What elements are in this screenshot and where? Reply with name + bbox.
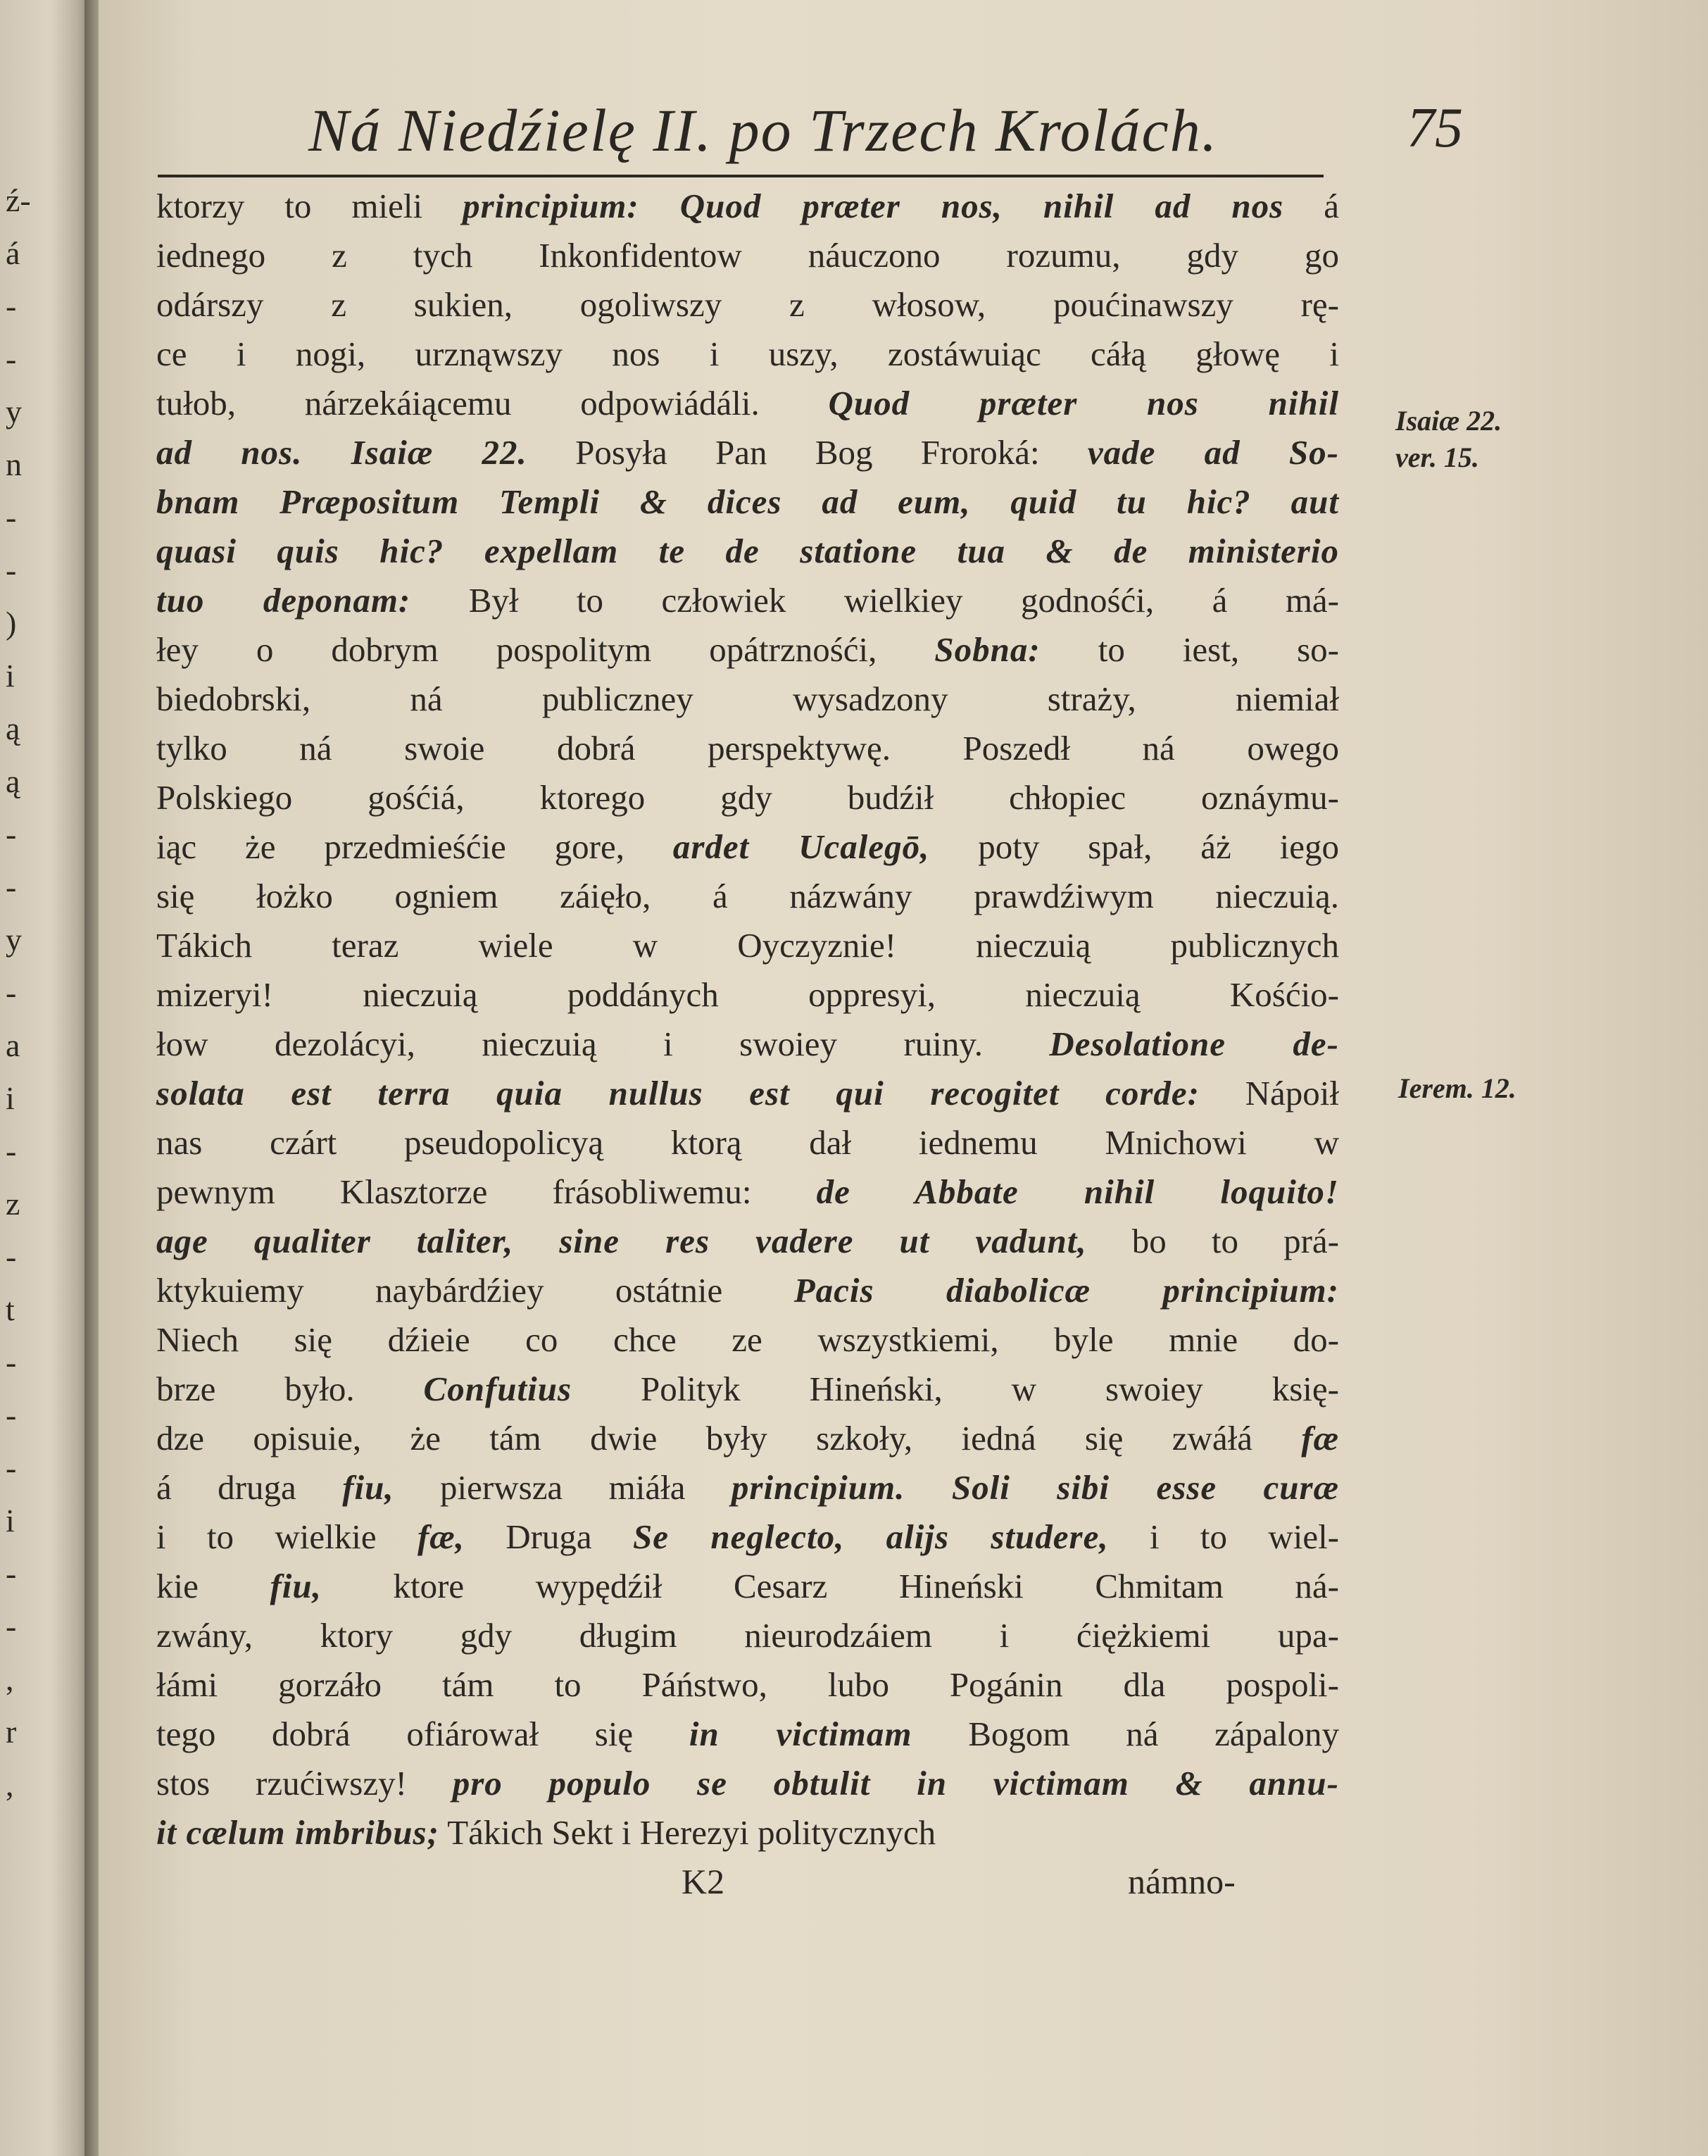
latin-phrase: it cælum imbribus; [156, 1813, 439, 1852]
text-segment: to iest, so- [1040, 630, 1339, 669]
text-segment: ce i nogi, urznąwszy nos i uszy, zostáwuiąc cáłą głowę i [156, 334, 1339, 373]
latin-phrase: fiu, [342, 1468, 394, 1507]
text-segment: Polskiego gośćiá, ktorego gdy budźił chłopiec oznáymu- [156, 778, 1339, 817]
left-page-glyph: i [6, 658, 15, 694]
text-line [156, 970, 1339, 1020]
text-segment: Tákich teraz wiele w Oyczyznie! nieczuią publicznych [156, 926, 1339, 965]
left-page-glyph: i [6, 1503, 15, 1538]
text-line [156, 1759, 1339, 1808]
left-page-glyph: r [6, 1714, 17, 1750]
left-page-glyph: ź- [6, 182, 31, 218]
text-line [156, 625, 1339, 675]
left-page-glyph: ą [6, 763, 20, 799]
text-segment: poty spał, áż iego [929, 827, 1339, 866]
left-page-glyph: - [6, 1397, 17, 1433]
text-segment: stos rzućiwszy! [156, 1764, 453, 1803]
left-page-glyph: - [6, 974, 17, 1010]
latin-phrase: Desolatione de- [1049, 1024, 1339, 1063]
left-page-glyph: - [6, 1344, 17, 1380]
left-page-glyph: - [6, 816, 17, 852]
latin-phrase: Sobna: [934, 630, 1041, 669]
margin-note-isaiah [1395, 403, 1502, 476]
latin-phrase: in victimam [689, 1715, 912, 1753]
text-segment: i to wiel- [1108, 1517, 1340, 1556]
latin-phrase: vade ad So- [1087, 433, 1339, 472]
left-page-glyph: - [6, 1133, 17, 1169]
text-line [156, 1118, 1339, 1167]
text-segment: łow dezolácyi, nieczuią i swoiey ruiny. [156, 1024, 1050, 1063]
text-segment: pierwsza miáła [394, 1468, 731, 1507]
text-segment: zwány, ktory gdy długim nieurodzáiem i ćiężkiemi upa- [156, 1616, 1339, 1655]
latin-phrase: de Abbate nihil loquito! [816, 1172, 1339, 1211]
latin-phrase: quasi quis hic? expellam te de statione tua & de ministerio [156, 532, 1339, 570]
text-segment: kie [156, 1567, 270, 1605]
text-line [156, 1020, 1339, 1069]
left-page-glyph: a [6, 1027, 20, 1063]
body-text [156, 182, 1339, 1857]
text-segment: iąc że przedmieśćie gore, [156, 827, 673, 866]
left-page-glyph: ) [6, 605, 17, 641]
latin-phrase: fiu, [270, 1567, 322, 1605]
text-segment: łámi gorzáło tám to Páństwo, lubo Pogánin dla pospoli- [156, 1665, 1339, 1704]
left-page-glyph: - [6, 341, 17, 377]
text-segment: tułob, nárzekáiącemu odpowiádáli. [156, 384, 829, 422]
text-line [156, 527, 1339, 576]
latin-phrase: pro populo se obtulit in victimam & annu- [452, 1764, 1340, 1803]
left-page-glyph: , [6, 1767, 14, 1803]
left-page-glyph: n [6, 446, 22, 482]
text-segment: Tákich Sekt i Herezyi politycznych [439, 1813, 936, 1852]
text-line [156, 1611, 1339, 1660]
text-segment: Druga [464, 1517, 634, 1556]
text-segment: bo to prá- [1086, 1222, 1340, 1260]
text-line [156, 1167, 1339, 1217]
latin-phrase: tuo deponam: [156, 581, 411, 620]
text-line [156, 724, 1339, 773]
latin-phrase: Pacis diabolicæ principium: [793, 1271, 1339, 1310]
text-line [156, 231, 1339, 280]
latin-phrase: principium: Quod præter nos, nihil ad nos [463, 187, 1284, 225]
left-page-glyph: t [6, 1291, 15, 1327]
text-line [156, 1069, 1339, 1118]
text-line [156, 330, 1339, 379]
left-page-glyph: - [6, 552, 17, 588]
margin-note-line: Ierem. 12. [1398, 1072, 1517, 1104]
text-segment: odárszy z sukien, ogoliwszy z włosow, poućinawszy rę- [156, 285, 1339, 324]
margin-note-jeremiah [1398, 1070, 1517, 1107]
latin-phrase: ardet Ucalegō, [672, 827, 930, 866]
text-line [156, 773, 1339, 822]
text-line [156, 921, 1339, 970]
text-line [156, 1266, 1339, 1315]
text-line [156, 675, 1339, 724]
text-segment: łey o dobrym pospolitym opátrznośći, [156, 630, 935, 669]
text-segment: Był to człowiek wielkiey godnośći, á má- [410, 581, 1339, 620]
text-segment: ktorzy to mieli [156, 187, 463, 225]
latin-phrase: Confutius [423, 1370, 572, 1408]
text-segment: nas czárt pseudopolicyą ktorą dał iednemu Mnichowi w [156, 1123, 1339, 1162]
text-segment: biedobrski, ná publiczney wysadzony straży, niemiał [156, 679, 1339, 718]
latin-phrase: fæ [1301, 1419, 1339, 1458]
text-segment: ktore wypędźił Cesarz Hineński Chmitam ná- [321, 1567, 1339, 1605]
text-segment: dze opisuie, że tám dwie były szkoły, iedná się zwáłá [156, 1419, 1302, 1458]
margin-note-line: ver. 15. [1395, 441, 1479, 473]
left-page-glyph: á [6, 235, 20, 271]
text-segment: Posyła Pan Bog Froroká: [527, 433, 1088, 472]
latin-phrase: Se neglecto, alijs studere, [633, 1517, 1109, 1556]
text-line [156, 477, 1339, 527]
latin-phrase: solata est terra quia nullus est qui recogitet corde: [156, 1074, 1200, 1113]
text-line [156, 576, 1339, 625]
text-segment: i to wielkie [156, 1517, 417, 1556]
left-page-glyph: z [6, 1186, 20, 1222]
latin-phrase: principium. Soli sibi esse curæ [731, 1468, 1339, 1507]
text-segment: tylko ná swoie dobrá perspektywę. Poszedł ná owego [156, 729, 1339, 767]
page-number: 75 [1407, 97, 1463, 159]
text-segment: Niech się dźieie co chce ze wszystkiemi, byle mnie do- [156, 1320, 1339, 1359]
text-segment: pewnym Klasztorze frásobliwemu: [156, 1172, 817, 1211]
left-page-glyph: - [6, 1239, 17, 1274]
latin-phrase: ad nos. Isaiæ 22. [156, 433, 527, 472]
text-line [156, 1562, 1339, 1611]
text-segment: tego dobrá ofiárował się [156, 1715, 689, 1753]
text-segment: iednego z tych Inkonfidentow náuczono rozumu, gdy go [156, 236, 1339, 275]
left-page-glyph: y [6, 394, 22, 430]
text-segment: się łożko ogniem záięło, á názwány prawdźiwym nieczuią. [156, 877, 1339, 915]
text-line [156, 1808, 1339, 1857]
left-page-glyph: - [6, 499, 17, 535]
left-page-glyph: - [6, 288, 17, 324]
signature-mark: K2 [682, 1862, 725, 1901]
text-line [156, 1463, 1339, 1512]
left-page-glyph: - [6, 1608, 17, 1644]
text-line [156, 280, 1339, 330]
latin-phrase: bnam Præpositum Templi & dices ad eum, quid tu hic? aut [156, 482, 1339, 521]
left-page-glyph: - [6, 869, 17, 905]
text-segment: brze było. [156, 1370, 424, 1408]
left-page-glyph: - [6, 1450, 17, 1486]
left-page-glyph: ą [6, 710, 20, 746]
margin-note-line: Isaiæ 22. [1395, 405, 1502, 437]
text-line [156, 872, 1339, 921]
left-page-glyph: i [6, 1080, 15, 1116]
text-line [156, 1315, 1339, 1365]
catchword: námno- [1128, 1862, 1236, 1901]
text-segment: ktykuiemy naybárdźiey ostátnie [156, 1271, 794, 1310]
running-head: Ná Niedźielę II. po Trzech Krolách. [308, 96, 1219, 164]
text-line [156, 1414, 1339, 1463]
text-line [156, 1217, 1339, 1266]
text-segment: á [1283, 187, 1340, 225]
header-rule [158, 175, 1324, 177]
text-line [156, 1710, 1339, 1759]
text-line [156, 822, 1339, 872]
text-segment: Nápoił [1200, 1074, 1339, 1113]
text-line [156, 1660, 1339, 1710]
latin-phrase: Quod præter nos nihil [828, 384, 1339, 422]
left-page-glyph: y [6, 922, 22, 958]
latin-phrase: age qualiter taliter, sine res vadere ut vadunt, [156, 1222, 1087, 1260]
text-segment: Polityk Hineński, w swoiey księ- [572, 1370, 1339, 1408]
text-line [156, 1512, 1339, 1562]
text-line [156, 182, 1339, 231]
text-segment: á druga [156, 1468, 343, 1507]
left-page-glyph: - [6, 1555, 17, 1591]
text-line [156, 428, 1339, 477]
left-page-glyph: , [6, 1661, 14, 1697]
latin-phrase: fæ, [417, 1517, 465, 1556]
text-line [156, 1365, 1339, 1414]
text-line [156, 379, 1339, 428]
text-segment: Bogom ná zápalony [912, 1715, 1339, 1753]
text-segment: mizeryi! nieczuią poddánych oppresyi, nieczuią Kośćio- [156, 975, 1339, 1014]
